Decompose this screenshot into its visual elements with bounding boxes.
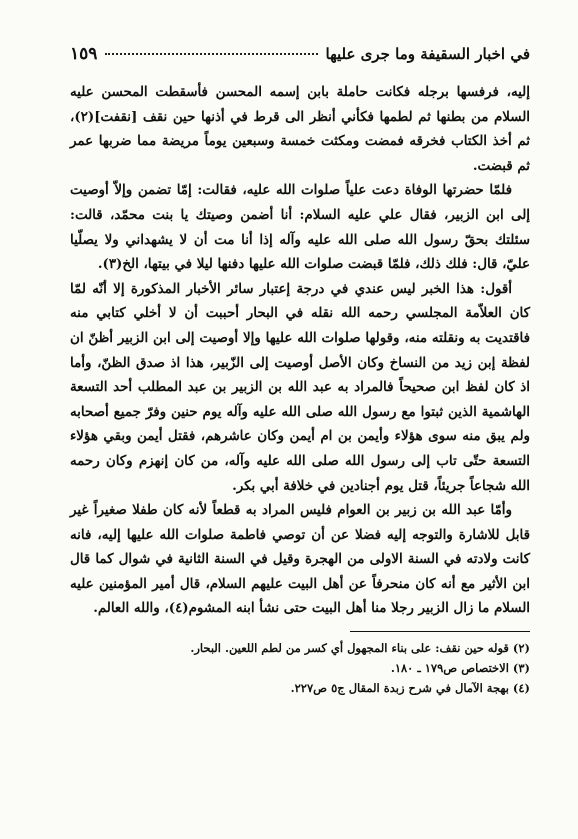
- footnote-4: (٤) بهجة الآمال في شرح زبدة المقال ج٥ ص٢٢٧.: [290, 681, 530, 696]
- header-dots: [105, 53, 317, 55]
- header-title: في اخبار السقيفة وما جرى عليها: [325, 45, 530, 63]
- footnote-3: (٣) الاختصاص ص١٧٩ ـ ١٨٠.: [390, 661, 530, 676]
- footnote-2: (٢) قوله حين نقف: على بناء المجهول أي كسر من لطم اللعين. البحار.: [190, 641, 530, 656]
- paragraph-1: إليه، فرفسها برجله فكانت حاملة بابن إسمه المحسن فأسقطت المحسن عليه السلام من بطنها ثم لطمها فكأني أنظر الى قرط في أذنها حين نقف [نقفت](٢)، ثم أخذ الكتاب فخرقه فمضت ومكثت خمسة وسبعين يوماً مريضة مما ضربها عمر ثم قبضت.: [70, 84, 530, 174]
- footnote-rule: [350, 631, 530, 632]
- paragraph-2: فلمّا حضرتها الوفاة دعت علياً صلوات الله عليه، فقالت: إمّا تضمن وإلاّ أوصيت إلى ابن الزبير، فقال علي عليه السلام: أنا أضمن وصيتك يا بنت محمّد، قالت: سئلتك بحقّ رسول الله صلى الله عليه وآله إذا أنا مت أن لا يشهداني ولا يصلّيا عليّ، قال: فلك ذلك، فلمّا قبضت صلوات الله عليها دفنها ليلا في بيتها، الخ(٣).: [70, 182, 531, 273]
- running-header: [70, 44, 530, 72]
- paragraph-4: وأمّا عبد الله بن زبير بن العوام فليس المراد به قطعاً لأنه كان طفلا صغيراً غير قابل للاشارة والتوجه إليه فضلا عن أن توصي فاطمة صلوات الله عليها إليه، فانه كانت ولادته في السنة الاولى من الهجرة وقيل في السنة الثانية في شوال كما قال ابن الأثير مع أنه كان منحرفاً عن أهل البيت عليهم السلام، قال أمير المؤمنين عليه السلام ما زال الزبير رجلا منا أهل البيت حتى نشأ ابنه المشوم(٤)، والله العالم.: [70, 502, 530, 617]
- paragraph-3: أقول: هذا الخبر ليس عندي في درجة إعتبار سائر الأخبار المذكورة إلا أنّه لمّا كان العلاّمة المجلسي رحمه الله نقله في البحار أحببت أن لا أخلي كتابي منه فاقتديت به ونقلته منه، وقولها صلوات الله عليها وإلا أوصيت إلى ابن الزبير أظنّ ان لفظة إبن زيد من النساخ وكان الأصل أوصيت إلى الزّبير، هذا اذ صدق الظنّ، وأما اذ كان لفظ ابن صحيحاً فالمراد به عبد الله بن الزبير بن عبد المطلب أحد التسعة الهاشمية الذين ثبتوا مع رسول الله صلى الله عليه وآله يوم حنين وفرّ جميع أصحابه ولم يبق منه سوى هؤلاء وأيمن بن ام أيمن وكان عاشرهم، فقتل أيمن وبقي هؤلاء التسعة حتّى تاب إلى رسول الله صلى الله عليه وآله، من كان إنهزم وكان رحمه الله شجاعاً جريئاً، قتل يوم أجنادين في خلافة أبي بكر.: [70, 280, 530, 494]
- page-number: ١٥٩: [70, 44, 98, 64]
- footnotes: [70, 638, 530, 698]
- body-text: [70, 80, 530, 621]
